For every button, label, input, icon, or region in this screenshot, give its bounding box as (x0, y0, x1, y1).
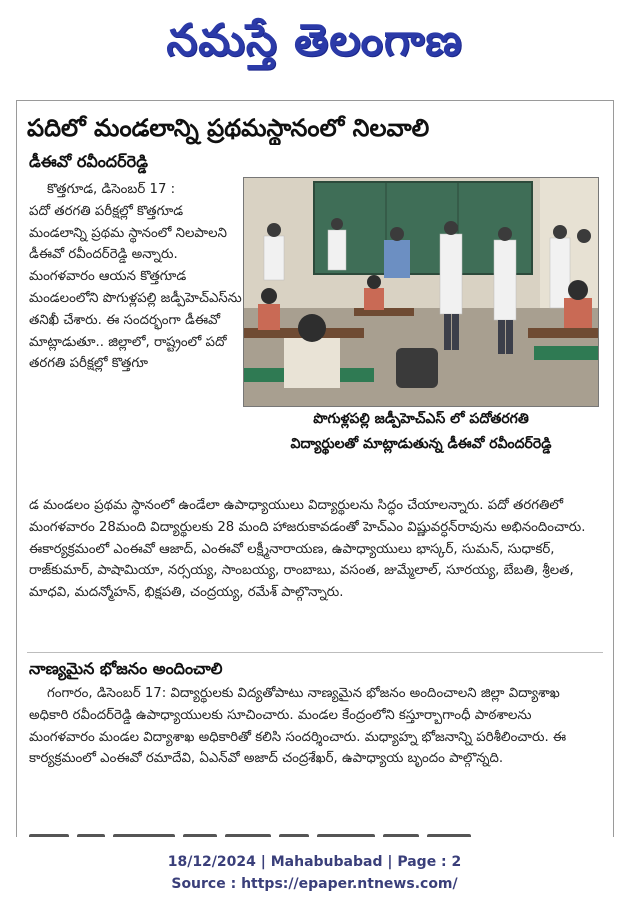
cut-off-text-row (29, 825, 599, 837)
photo-caption-line-2: విద్యార్థులతో మాట్లాడుతున్న డీఈవో రవీందర్‌రెడ్డి (290, 436, 552, 452)
article-full-width-text: డ మండలం ప్రథమ స్థానంలో ఉండేలా ఉపాధ్యాయులు విద్యార్థులను సిద్ధం చేయాలన్నారు. పదో తరగతిలో మంగళవారం 28మంది విద్యార్థులకు 28 మంది హాజరుకావడంతో హెచ్‌ఎం విష్ణువర్ధన్‌రావును అభినందించారు. ఈకార్యక్రమంలో ఎంఈవో ఆజాద్, ఎంఈవో లక్ష్మీనారాయణ, ఉపాధ్యాయులు భాస్కర్, సుమన్, సుధాకర్, రాజ్‌కుమార్, పాషామియా, నర్సయ్య, సాంబయ్య, రాంబాబు, వసంత, జుమ్మేలాల్, సూరయ్య, బేబతి, శ్రీలత, మాధవి, మదన్మోహన్, భిక్షపతి, చంద్రయ్య, రమేశ్ పాల్గొన్నారు. (29, 498, 586, 601)
classroom-photo-illustration (244, 178, 598, 406)
footer-date-edition-page: 18/12/2024 | Mahabubabad | Page : 2 (167, 854, 462, 870)
newspaper-masthead-logo: నమస్తే తెలంగాణ (166, 15, 463, 66)
second-article-body: విద్యార్థులకు విద్యతోపాటు నాణ్యమైన భోజనం అందించాలని జిల్లా విద్యాశాఖ అధికారి రవీందర్‌రెడ్డి ఉపాధ్యాయులకు సూచించారు. మండల కేంద్రంలోని కస్తూర్బాగాంధీ పాఠశాలను మంగళవారం మండల విద్యాశాఖ అధికారితో కలిసి సందర్శించారు. మధ్యాహ్న భోజనాన్ని పరిశీలించారు. ఈ కార్యక్రమంలో ఎంఈవో రమాదేవి, ఏఎన్‌వో అజాద్ చంద్రశేఖర్, ఉపాధ్యాయ బృందం పాల్గొన్నది. (29, 686, 567, 767)
photo-caption (243, 407, 599, 457)
news-photo (243, 177, 599, 407)
article-column-text (29, 179, 243, 375)
article-dateline: కొత్తగూడ, డిసెంబర్ 17 : (47, 182, 176, 197)
second-article-headline: నాణ్యమైన భోజనం అందించాలి (29, 659, 223, 678)
news-clipping-frame (16, 100, 614, 837)
footer-source-link[interactable]: Source : https://epaper.ntnews.com/ (171, 876, 458, 892)
story-divider (27, 652, 603, 653)
second-article-text (29, 683, 601, 770)
article-headline: పదిలో మండలాన్ని ప్రథమస్థానంలో నిలవాలి (27, 114, 430, 142)
article-column-body: పదో తరగతి పరీక్షల్లో కొత్తగూడ మండలాన్ని ప్రథమ స్థానంలో నిలపాలని డీఈవో రవీందర్‌రెడ్డి అన్నారు. మంగళవారం ఆయన కొత్తగూడ మండలంలోని పొగుళ్లపల్లి జడ్పీహెచ్‌ఎస్‌ను తనిఖీ చేశారు. ఈ సందర్భంగా డీఈవో మాట్లాడుతూ.. జిల్లాలో, రాష్ట్రంలో పదో తరగతి పరీక్షల్లో కొత్తగూ (29, 203, 242, 372)
photo-caption-line-1: పొగుళ్లపల్లి జడ్పీహెచ్‌ఎస్ లో పదోతరగతి (313, 411, 529, 427)
second-article-dateline: గంగారం, డిసెంబర్ 17: (47, 686, 167, 701)
article-byline: డీఈవో రవీందర్‌రెడ్డి (29, 152, 148, 171)
